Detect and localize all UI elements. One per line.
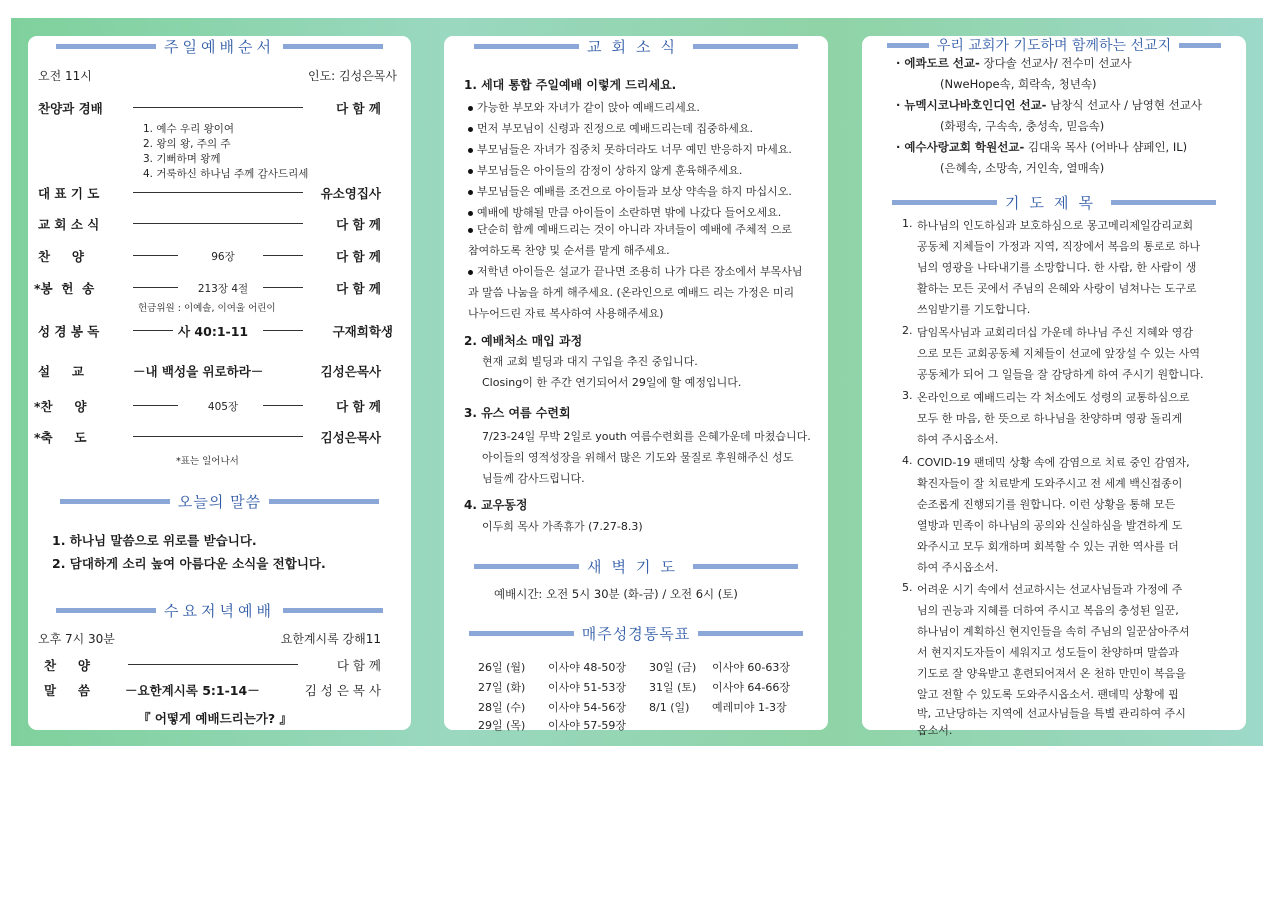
- order-item-mid: 96장: [211, 251, 235, 263]
- wednesday-title: 수요저녁예배: [164, 601, 275, 620]
- today-word-title: 오늘의 말씀: [177, 492, 262, 511]
- news-section-title: 1. 세대 통합 주일예배 이렇게 드리세요.: [464, 78, 677, 92]
- news-item: 먼저 부모님이 신령과 진정으로 예배드리는데 집중하세요.: [477, 122, 754, 135]
- order-line: [133, 436, 303, 437]
- order-item-right: 다 함 께: [336, 217, 381, 232]
- order-item-name: 교 회 소 식: [38, 217, 100, 232]
- mission-people: 장다솔 선교사/ 전수미 선교사: [979, 56, 1132, 70]
- news-line: 7/23-24일 무박 2일로 youth 여름수련회를 은혜가운데 마쳤습니다.: [482, 430, 811, 443]
- worship-order-header: [28, 36, 411, 56]
- order-item-name: 찬 양: [38, 249, 84, 264]
- wednesday-item-name: 찬 양: [44, 658, 90, 673]
- church-news-panel: [444, 36, 828, 730]
- order-line: [133, 405, 178, 406]
- order-item-right: 다 함 께: [336, 399, 381, 414]
- order-item-right: 김성은목사: [320, 364, 381, 379]
- order-line: [133, 287, 178, 288]
- footer-title: 『 어떻게 예배드리는가? 』: [138, 711, 292, 726]
- order-item-name: *축 도: [34, 430, 87, 445]
- word-item: 2. 담대하게 소리 높여 아름다운 소식을 전합니다.: [52, 556, 326, 571]
- church-news-title: 교회소식: [587, 37, 685, 56]
- prayer-number: 1.: [902, 217, 913, 230]
- wednesday-series: 요한계시록 강해11: [280, 632, 381, 646]
- wednesday-item-right: 김 성 은 목 사: [304, 683, 381, 698]
- prayer-line: 공동체가 되어 그 일들을 잘 감당하게 하여 주시기 원합니다.: [917, 368, 1204, 381]
- order-item-mid: －내 백성을 위로하라－: [133, 364, 264, 379]
- prayer-line: 쓰임받기를 기도합니다.: [917, 303, 1031, 316]
- mission-title: 우리 교회가 기도하며 함께하는 선교지: [936, 38, 1172, 54]
- mission-groups: (은혜속, 소망속, 거인속, 열매속): [940, 161, 1105, 175]
- order-item-right: 다 함 께: [336, 101, 381, 116]
- order-line: [133, 223, 303, 224]
- news-line: 이두희 목사 가족휴가 (7.27-8.3): [482, 520, 643, 533]
- prayer-line: 기도로 잘 양육받고 훈련되어져서 온 천하 만민이 복음을: [917, 667, 1186, 680]
- news-item: 부모님들은 예배를 조건으로 아이들과 보상 약속을 하지 마십시오.: [477, 185, 792, 198]
- prayer-line: 님의 영광을 나타내기를 소망합니다. 한 사람, 한 사람이 생: [917, 261, 1197, 274]
- worship-order-panel: [28, 36, 411, 730]
- prayer-line: 옵소서.: [917, 724, 953, 737]
- news-section-title: 4. 교우동정: [464, 498, 528, 512]
- reading-passage: 이사야 48-50장: [548, 661, 626, 674]
- reading-day: 27일 (화): [478, 681, 526, 694]
- today-word-header: [28, 491, 411, 511]
- order-line: [263, 330, 303, 331]
- song-item: 1. 예수 우리 왕이여: [143, 123, 235, 135]
- news-item: 부모님들은 아이들의 감정이 상하지 않게 훈육해주세요.: [477, 164, 743, 177]
- offering-note: 헌금위원 : 이예솔, 이여울 어린이: [138, 303, 276, 314]
- reading-passage: 이사야 54-56장: [548, 701, 626, 714]
- news-line: Closing이 한 주간 연기되어서 29일에 할 예정입니다.: [482, 376, 742, 389]
- prayer-line: 하나님의 인도하심과 보호하심으로 몽고메리제일감리교회: [917, 219, 1194, 232]
- news-item: 예배에 방해될 만큼 아이들이 소란하면 밖에 나갔다 들어오세요.: [477, 206, 782, 219]
- prayer-line: 하여 주시옵소서.: [917, 561, 999, 574]
- reading-passage: 예레미야 1-3장: [712, 701, 787, 714]
- prayer-line: 담임목사님과 교회리더십 가운데 하나님 주신 지혜와 영감: [917, 326, 1194, 339]
- order-item-name: 찬양과 경배: [38, 101, 103, 116]
- reading-day: 30일 (금): [649, 661, 697, 674]
- order-line: [128, 664, 298, 665]
- order-item-mid: 213장 4절: [197, 283, 249, 295]
- mission-header: [862, 35, 1246, 55]
- wednesday-item-mid: －요한계시록 5:1-14－: [125, 683, 260, 698]
- song-item: 2. 왕의 왕, 주의 주: [143, 138, 231, 150]
- news-item: 단순히 함께 예배드리는 것이 아니라 자녀들이 예배에 주체적 으로 참여하도록 찬양 및 순서를 맡게 해주세요.: [468, 223, 792, 257]
- order-line: [133, 192, 303, 193]
- prayer-line: 서 현지지도자들이 세워지고 성도들이 찬양하며 말씀과: [917, 646, 1179, 659]
- mission-people: 남창식 선교사 / 남영현 선교사: [1046, 98, 1202, 112]
- prayer-line: 박, 고난당하는 지역에 선교사님들을 특별 관리하여 주시: [917, 707, 1186, 720]
- song-item: 3. 기뻐하며 왕께: [143, 153, 221, 165]
- order-line: [133, 255, 178, 256]
- mission-groups: (화평속, 구속속, 충성속, 믿음속): [940, 119, 1105, 133]
- service-leader: 인도: 김성은목사: [307, 69, 397, 83]
- prayer-line: 열방과 민족이 하나님의 공의와 신실하심을 발견하게 도: [917, 519, 1183, 532]
- order-item-name: 대 표 기 도: [38, 186, 100, 201]
- reading-passage: 이사야 60-63장: [712, 661, 790, 674]
- reading-day: 26일 (월): [478, 661, 526, 674]
- prayer-line: 확진자들이 잘 치료받게 도와주시고 전 세계 백신접종이: [917, 477, 1183, 490]
- worship-order-title: 주일예배순서: [164, 37, 275, 56]
- prayer-line: COVID-19 팬데믹 상황 속에 감염으로 치료 중인 감염자,: [917, 456, 1190, 469]
- prayer-line: 하나님이 계획하신 현지인들을 속히 주님의 일꾼삼아주셔: [917, 625, 1190, 638]
- news-item: 저학년 아이들은 설교가 끝나면 조용히 나가 다른 장소에서 부목사님과 말씀 나눔을 하게 해주세요. (온라인으로 예배드 리는 가정은 미리 나누어드린 자료 복사하여 사용해주세요): [468, 265, 803, 320]
- stand-note: *표는 일어나서: [176, 456, 239, 467]
- order-item-right: 김성은목사: [320, 430, 381, 445]
- news-item: 부모님들은 자녀가 집중치 못하더라도 너무 예민 반응하지 마세요.: [477, 143, 792, 156]
- wednesday-time: 오후 7시 30분: [38, 632, 115, 646]
- reading-passage: 이사야 57-59장: [548, 719, 626, 732]
- prayer-line: 님의 권능과 지혜를 더하여 주시고 복음의 충성된 일꾼,: [917, 604, 1179, 617]
- news-line: 님들께 감사드립니다.: [482, 472, 585, 485]
- dawn-prayer-title: 새벽기도: [587, 557, 685, 576]
- order-item-name: *찬 양: [34, 399, 87, 414]
- bible-reading-header: [444, 623, 828, 643]
- order-item-right: 다 함 께: [336, 281, 381, 296]
- reading-day: 31일 (토): [649, 681, 697, 694]
- wednesday-item-name: 말 씀: [44, 683, 90, 698]
- prayer-line: 순조롭게 진행되기를 원합니다. 이런 상황을 통해 모든: [917, 498, 1176, 511]
- church-news-header: [444, 36, 828, 56]
- order-line: [263, 255, 303, 256]
- news-section-title: 2. 예배처소 매입 과정: [464, 334, 583, 348]
- prayer-line: 모두 한 마음, 한 뜻으로 하나님을 찬양하며 영광 돌리게: [917, 412, 1183, 425]
- bulletin-sheet: [11, 18, 1263, 746]
- order-item-mid: 사 40:1-11: [178, 324, 249, 339]
- reading-passage: 이사야 64-66장: [712, 681, 790, 694]
- order-line: [263, 405, 303, 406]
- order-item-right: 구재희학생: [332, 324, 393, 339]
- bible-reading-title: 매주성경통독표: [581, 624, 691, 643]
- prayer-line: 알고 전할 수 있도록 도와주시옵소서. 팬데믹 상황에 핍: [917, 688, 1179, 701]
- mission-groups: (NweHope속, 희락속, 청년속): [940, 77, 1097, 91]
- prayer-line: 어려운 시기 속에서 선교하시는 선교사님들과 가정에 주: [917, 583, 1183, 596]
- dawn-prayer-header: [444, 556, 828, 576]
- word-item: 1. 하나님 말씀으로 위로를 받습니다.: [52, 533, 257, 548]
- service-time: 오전 11시: [38, 69, 92, 83]
- news-section-title: 3. 유스 여름 수련회: [464, 406, 571, 420]
- prayer-number: 4.: [902, 454, 913, 467]
- dawn-prayer-time: 예배시간: 오전 5시 30분 (화-금) / 오전 6시 (토): [494, 587, 738, 601]
- order-line: [263, 287, 303, 288]
- prayer-number: 5.: [902, 581, 913, 594]
- reading-passage: 이사야 51-53장: [548, 681, 626, 694]
- news-item: 가능한 부모와 자녀가 같이 앉아 예배드리세요.: [477, 101, 700, 114]
- prayer-title: 기도제목: [1005, 193, 1103, 212]
- order-line: [133, 330, 173, 331]
- song-item: 4. 거룩하신 하나님 주께 감사드리세: [143, 168, 309, 180]
- mission-name: · 뉴멕시코나바호인디언 선교-: [896, 98, 1047, 112]
- mission-name: · 예수사랑교회 학원선교-: [896, 140, 1025, 154]
- order-item-name: 설 교: [38, 364, 84, 379]
- news-line: 아이들의 영적성장을 위해서 많은 기도와 물질로 후원해주신 성도: [482, 451, 794, 464]
- order-item-name: *봉 헌 송: [34, 281, 95, 296]
- mission-people: 김대욱 목사 (어바나 샴페인, IL): [1024, 140, 1188, 154]
- prayer-line: 와주시고 모두 회개하며 회복할 수 있는 귀한 역사를 더: [917, 540, 1179, 553]
- prayer-header: [862, 192, 1246, 212]
- order-item-name: 성 경 봉 독: [38, 324, 100, 339]
- prayer-line: 온라인으로 예배드리는 각 처소에도 성령의 교통하심으로: [917, 391, 1190, 404]
- prayer-number: 2.: [902, 324, 913, 337]
- news-line: 현재 교회 빌딩과 대지 구입을 추진 중입니다.: [482, 355, 698, 368]
- mission-prayer-panel: [862, 36, 1246, 737]
- order-item-mid: 405장: [207, 401, 239, 413]
- reading-day: 8/1 (일): [649, 701, 690, 714]
- prayer-line: 공동체 지체들이 가정과 지역, 직장에서 복음의 통로로 하나: [917, 240, 1200, 253]
- reading-day: 29일 (목): [478, 719, 526, 732]
- prayer-line: 활하는 모든 곳에서 주님의 은혜와 사랑이 넘쳐나는 도구로: [917, 282, 1197, 295]
- mission-name: · 에콰도르 선교-: [896, 56, 980, 70]
- prayer-number: 3.: [902, 389, 913, 402]
- order-line: [133, 107, 303, 108]
- wednesday-item-right: 다 함 께: [336, 658, 381, 673]
- prayer-line: 으로 모든 교회공동체 지체들이 선교에 앞장설 수 있는 사역: [917, 347, 1200, 360]
- order-item-right: 유소영집사: [320, 186, 381, 201]
- prayer-line: 하여 주시옵소서.: [917, 433, 999, 446]
- wednesday-header: [28, 600, 411, 620]
- order-item-right: 다 함 께: [336, 249, 381, 264]
- reading-day: 28일 (수): [478, 701, 526, 714]
